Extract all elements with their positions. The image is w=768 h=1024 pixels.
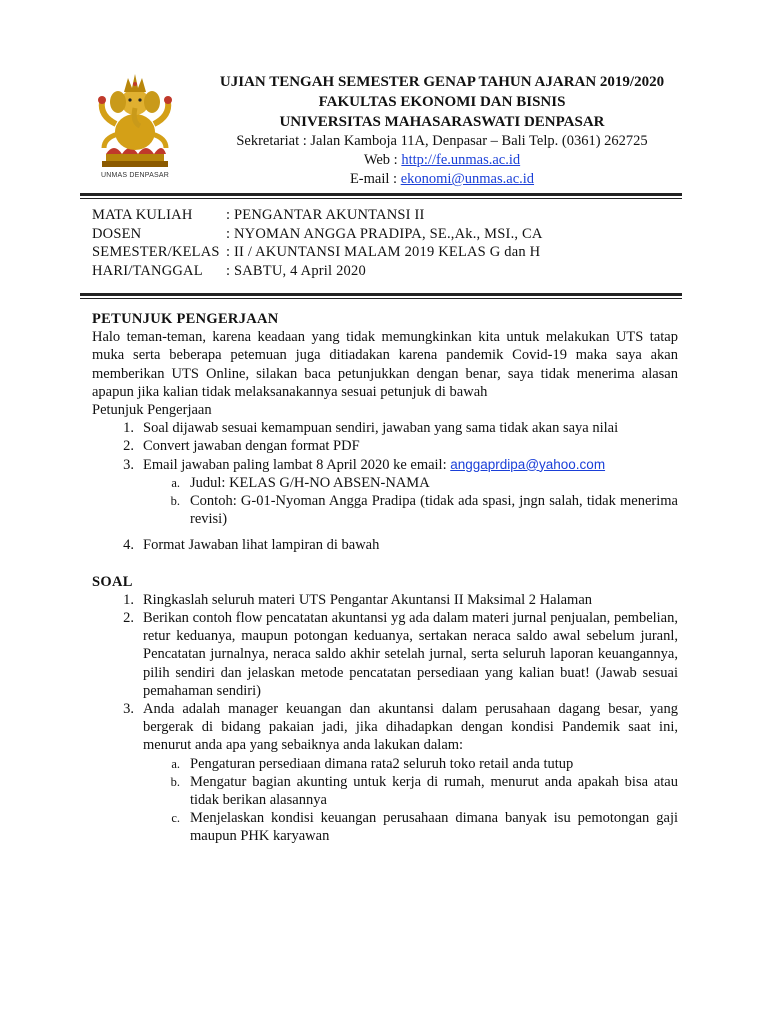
document-body <box>92 310 678 846</box>
sublist-text: Menjelaskan kondisi keuangan perusahaan dimana banyak isu pemotongan gaji maupun PHK karyawan <box>190 810 678 845</box>
info-value: NYOMAN ANGGA PRADIPA, SE.,Ak., MSI., CA <box>234 225 543 242</box>
instructions-paragraph: Halo teman-teman, karena keadaan yang tidak memungkinkan kita untuk melakukan UTS tatap muka serta beberapa petemuan juga ditiadakan karena pandemik Covid-19 maka saya akan memberikan UTS Online, silakan baca petunjukkan dengan benar, saya tidak menerima alasan apapun jika kalian tidak melaksanakannya sesuai petunjuk di bawah <box>92 329 678 400</box>
list-item <box>92 437 678 455</box>
email-label: E-mail : <box>349 171 401 187</box>
submission-email-link[interactable]: anggaprdipa@yahoo.com <box>450 456 606 472</box>
web-label: Web : <box>363 152 402 168</box>
item3-text: Email jawaban paling lambat 8 April 2020 ke email: <box>143 456 451 473</box>
list-text: Convert jawaban dengan format PDF <box>143 438 360 455</box>
ganesha-emblem-icon <box>92 68 178 170</box>
list-number: 4. <box>123 537 134 554</box>
info-row-semester <box>92 243 543 262</box>
question-number: 2. <box>123 610 134 627</box>
course-info <box>92 206 543 280</box>
list-item <box>92 536 678 554</box>
sublist-letter: c. <box>171 811 180 826</box>
question-text: Anda adalah manager keuangan dan akuntansi dalam perusahaan dagang besar, yang bergerak di bidang pakaian jadi, jika dihadapkan dengan kondisi Pandemik saat ini, menurut anda apa yang sebaiknya anda lakukan dalam: <box>143 701 678 754</box>
info-divider <box>80 293 682 299</box>
question-item <box>92 591 678 609</box>
list-item <box>92 456 678 474</box>
info-label: SEMESTER/KELAS <box>92 244 220 260</box>
question-item <box>92 700 678 755</box>
list-number: 1. <box>123 420 134 437</box>
info-row-course <box>92 206 543 225</box>
info-label: MATA KULIAH <box>92 207 193 223</box>
question-item <box>92 609 678 700</box>
sublist-item <box>92 474 678 492</box>
header-email <box>196 170 688 189</box>
info-row-lecturer <box>92 225 543 244</box>
list-text <box>143 456 678 474</box>
list-item <box>92 419 678 437</box>
instructions-title: PETUNJUK PENGERJAAN <box>92 311 279 327</box>
info-sep: : <box>226 207 231 223</box>
info-label: DOSEN <box>92 225 142 242</box>
sublist-letter: a. <box>171 756 180 771</box>
sublist-item <box>92 773 678 809</box>
question-number: 3. <box>123 701 134 718</box>
sublist-item <box>92 755 678 773</box>
question-number: 1. <box>123 591 134 608</box>
info-value: PENGANTAR AKUNTANSI II <box>234 207 425 223</box>
info-value: SABTU, 4 April 2020 <box>234 262 366 279</box>
question-text: Ringkaslah seluruh materi UTS Pengantar Akuntansi II Maksimal 2 Halaman <box>143 591 593 608</box>
header-university: UNIVERSITAS MAHASARASWATI DENPASAR <box>279 114 605 130</box>
header-faculty: FAKULTAS EKONOMI DAN BISNIS <box>318 94 566 110</box>
info-sep: : <box>226 244 231 260</box>
sublist-letter: b. <box>170 774 180 789</box>
list-text: Format Jawaban lihat lampiran di bawah <box>143 537 380 554</box>
header-title: UJIAN TENGAH SEMESTER GENAP TAHUN AJARAN 2019/2020 <box>219 74 665 90</box>
info-value: II / AKUNTANSI MALAM 2019 KELAS G dan H <box>234 244 541 260</box>
sublist-letter: b. <box>170 494 180 509</box>
sublist-text: Mengatur bagian akunting untuk kerja di rumah, menurut anda apakah bisa atau tidak berikan alasannya <box>190 773 678 809</box>
sublist-item <box>92 809 678 845</box>
questions-title: SOAL <box>92 573 133 590</box>
list-number: 3. <box>123 456 134 473</box>
info-sep: : <box>226 225 231 242</box>
university-logo <box>92 68 178 186</box>
sublist-text: Judul: KELAS G/H-NO ABSEN-NAMA <box>190 474 430 491</box>
web-link[interactable]: http://fe.unmas.ac.id <box>401 152 521 168</box>
sublist-item <box>92 492 678 528</box>
info-sep: : <box>226 262 231 279</box>
info-row-date <box>92 262 543 281</box>
header-address: Sekretariat : Jalan Kamboja 11A, Denpasar – Bali Telp. (0361) 262725 <box>236 133 648 149</box>
email-link[interactable]: ekonomi@unmas.ac.id <box>400 171 535 187</box>
list-text: Soal dijawab sesuai kemampuan sendiri, jawaban yang sama tidak akan saya nilai <box>143 420 619 437</box>
instructions-subtitle: Petunjuk Pengerjaan <box>92 402 212 419</box>
list-number: 2. <box>123 438 134 455</box>
header-divider <box>80 193 682 199</box>
logo-caption: UNMAS DENPASAR <box>100 172 169 179</box>
sublist-letter: a. <box>171 475 180 490</box>
sublist-text: Pengaturan persediaan dimana rata2 seluruh toko retail anda tutup <box>190 755 574 772</box>
document-header <box>196 72 688 189</box>
header-web <box>196 151 688 170</box>
info-label: HARI/TANGGAL <box>92 262 203 279</box>
question-text: Berikan contoh flow pencatatan akuntansi yg ada dalam materi jurnal penjualan, pembelian, retur keduanya, maupun potongan keduanya, sertakan neraca saldo awal sebelum juranl, Pencatatan jurnalnya, neraca saldo akhir setelah jurnal, serta seluruh laporan keuangannya, pilih sendiri dan jelaskan metode pencatatan persediaan yang kalian buat! (Jawab sesuai pemahaman sendiri) <box>143 610 678 699</box>
sublist-text: Contoh: G-01-Nyoman Angga Pradipa (tidak ada spasi, jngn salah, tidak menerima revisi) <box>190 493 678 528</box>
